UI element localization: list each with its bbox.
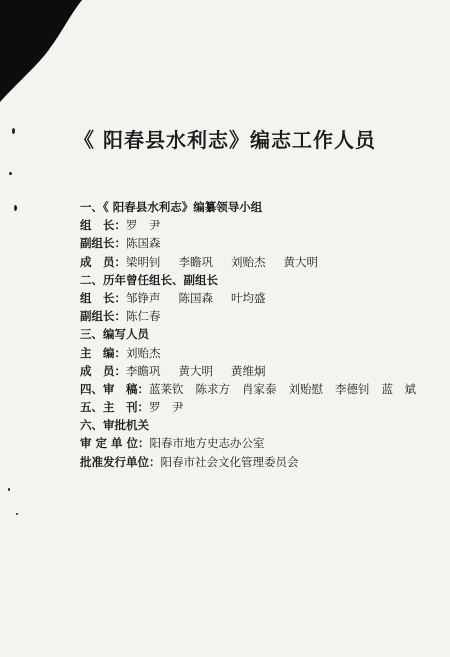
list-item	[80, 380, 416, 398]
list-item	[80, 307, 416, 325]
person-name: 黄大明	[283, 254, 318, 269]
person-name: 黄大明	[178, 363, 213, 378]
role-label: 副组长：	[80, 309, 126, 324]
section-heading: 一、《 阳春县水利志》编纂领导小组	[80, 200, 263, 214]
list-item	[80, 234, 416, 252]
organization-name: 阳春市地方史志办公室	[149, 436, 265, 451]
role-label: 审 定 单 位：	[80, 436, 150, 451]
scan-speck	[14, 205, 17, 211]
list-item	[80, 344, 416, 362]
person-name: 罗 尹	[149, 400, 184, 415]
person-name: 陈仁春	[126, 309, 161, 324]
person-name: 陈国森	[178, 290, 213, 305]
person-name: 肖家泰	[242, 381, 277, 396]
list-item	[80, 362, 416, 380]
role-label: 成 员：	[80, 363, 126, 378]
page-title: 《 阳春县水利志》编志工作人员	[74, 128, 376, 152]
list-item	[80, 453, 416, 471]
scan-speck	[8, 488, 10, 491]
person-name: 陈国森	[126, 236, 161, 251]
list-item	[80, 289, 416, 307]
person-name: 罗 尹	[126, 218, 161, 233]
role-label: 组 长：	[80, 290, 126, 305]
list-item	[80, 253, 416, 271]
person-name: 梁明钊	[126, 254, 161, 269]
section-heading: 二、历年曾任组长、副组长	[80, 272, 218, 287]
staff-list	[80, 198, 416, 471]
person-name: 邹铮声	[126, 290, 161, 305]
section-heading: 六、审批机关	[80, 418, 149, 433]
role-label: 批准发行单位：	[80, 454, 161, 469]
person-name: 蓝 斌	[381, 381, 416, 396]
role-label: 主 编：	[80, 345, 126, 360]
section-heading: 四、审 稿：	[80, 381, 149, 396]
role-label: 组 长：	[80, 218, 126, 233]
section-heading: 三、编写人员	[80, 327, 149, 342]
person-name: 叶均盛	[231, 290, 266, 305]
person-name: 李瞻巩	[178, 254, 213, 269]
person-name: 李瞻巩	[126, 363, 161, 378]
person-name: 蓝莱钦	[149, 381, 184, 396]
person-name: 刘贻慰	[288, 381, 323, 396]
list-item	[80, 398, 416, 416]
person-name: 陈求方	[195, 381, 230, 396]
section-heading: 五、主 刊：	[80, 400, 149, 415]
person-name: 刘贻杰	[126, 345, 161, 360]
list-item	[80, 434, 416, 452]
role-label: 成 员：	[80, 254, 126, 269]
scan-speck	[9, 172, 12, 175]
role-label: 副组长：	[80, 236, 126, 251]
person-name: 刘贻杰	[231, 254, 266, 269]
person-name: 黄维炯	[231, 363, 266, 378]
person-name: 李德钊	[335, 381, 370, 396]
list-item	[80, 216, 416, 234]
scan-speck	[16, 513, 18, 515]
organization-name: 阳春市社会文化管理委员会	[160, 454, 299, 469]
torn-corner-shadow	[0, 0, 120, 110]
